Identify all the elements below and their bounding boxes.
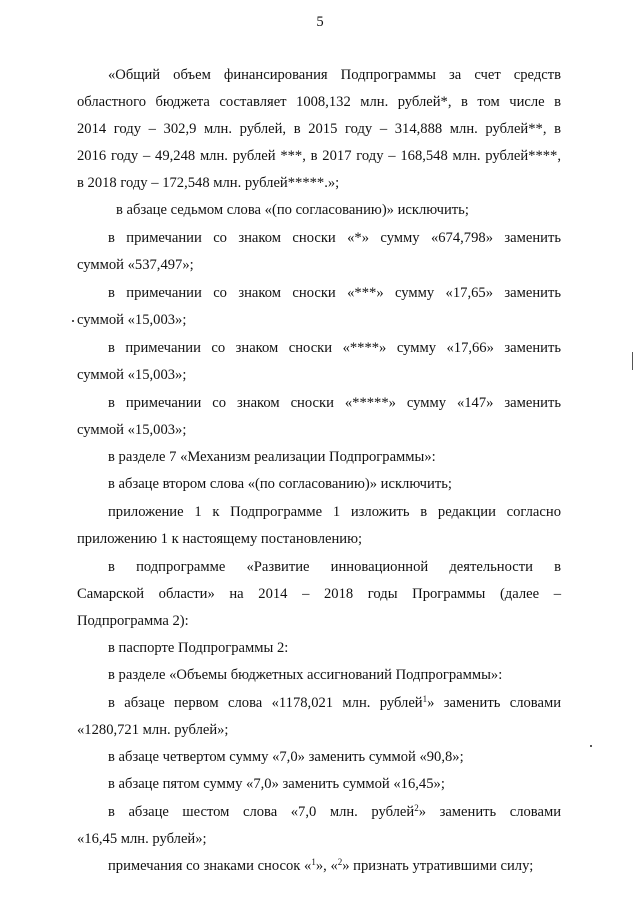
paragraph-line: в абзаце пятом сумму «7,0» заменить суммой «16,45»;	[108, 776, 445, 792]
paragraph-line: в разделе «Объемы бюджетных ассигнований Подпрограммы»:	[108, 667, 503, 683]
paragraph-line: Самарской области» на 2014 – 2018 годы Программы (далее –	[77, 586, 561, 602]
paragraph-line: суммой «15,003»;	[77, 367, 187, 383]
paragraph-line: в примечании со знаком сноски «***» сумму «17,65» заменить	[108, 285, 561, 301]
paragraph-line: приложению 1 к настоящему постановлению;	[77, 531, 363, 547]
paragraph-line: в абзаце четвертом сумму «7,0» заменить суммой «90,8»;	[108, 749, 464, 765]
page-number: 5	[316, 14, 324, 30]
paragraph-line	[108, 696, 561, 711]
paragraph-line: Подпрограмма 2):	[77, 613, 189, 629]
scan-dust-mark	[590, 745, 592, 747]
paragraph-line: суммой «15,003»;	[77, 312, 187, 328]
paragraph-line: «1280,721 млн. рублей»;	[77, 722, 229, 738]
paragraph-line: суммой «537,497»;	[77, 257, 194, 273]
paragraph-line	[108, 805, 561, 820]
scan-edge-mark	[632, 352, 633, 370]
footnote-mark: 2	[337, 857, 343, 867]
paragraph-line: в примечании со знаком сноски «****» сумму «17,66» заменить	[108, 340, 561, 356]
paragraph-line: 2016 году – 49,248 млн. рублей ***, в 2017 году – 168,548 млн. рублей****,	[77, 148, 561, 164]
text-segment: в абзаце шестом слова «7,0 млн. рублей	[108, 804, 415, 820]
paragraph-line: «Общий объем финансирования Подпрограммы за счет средств	[108, 67, 561, 83]
footnote-mark: 1	[311, 857, 316, 867]
paragraph-line: в подпрограмме «Развитие инновационной деятельности в	[108, 559, 561, 575]
text-segment: » заменить словами	[418, 804, 562, 820]
paragraph-line: 2014 году – 302,9 млн. рублей, в 2015 году – 314,888 млн. рублей**, в	[77, 121, 561, 137]
paragraph-line: в примечании со знаком сноски «*» сумму «674,798» заменить	[108, 230, 561, 246]
paragraph-line: в разделе 7 «Механизм реализации Подпрограммы»:	[108, 449, 436, 465]
text-segment: » признать утратившими силу;	[342, 858, 534, 874]
footnote-mark: 1	[422, 694, 428, 704]
paragraph-line: приложение 1 к Подпрограмме 1 изложить в редакции согласно	[108, 504, 561, 520]
paragraph-line	[108, 859, 578, 874]
paragraph-line: в абзаце седьмом слова «(по согласованию)» исключить;	[116, 202, 469, 218]
scan-dust-mark	[72, 320, 74, 322]
text-segment: в абзаце первом слова «1178,021 млн. рублей	[108, 695, 423, 711]
paragraph-line: в паспорте Подпрограммы 2:	[108, 640, 289, 656]
paragraph-line: областного бюджета составляет 1008,132 млн. рублей*, в том числе в	[77, 94, 561, 110]
paragraph-line: в примечании со знаком сноски «*****» сумму «147» заменить	[108, 395, 561, 411]
text-segment: примечания со знаками сносок «	[108, 858, 312, 874]
paragraph-line: в абзаце втором слова «(по согласованию)» исключить;	[108, 476, 452, 492]
footnote-mark: 2	[414, 803, 419, 813]
paragraph-line: суммой «15,003»;	[77, 422, 187, 438]
paragraph-line: «16,45 млн. рублей»;	[77, 831, 207, 847]
text-segment: », «	[315, 858, 338, 874]
text-segment: » заменить словами	[427, 695, 561, 711]
paragraph-line: в 2018 году – 172,548 млн. рублей*****.»;	[77, 175, 340, 191]
